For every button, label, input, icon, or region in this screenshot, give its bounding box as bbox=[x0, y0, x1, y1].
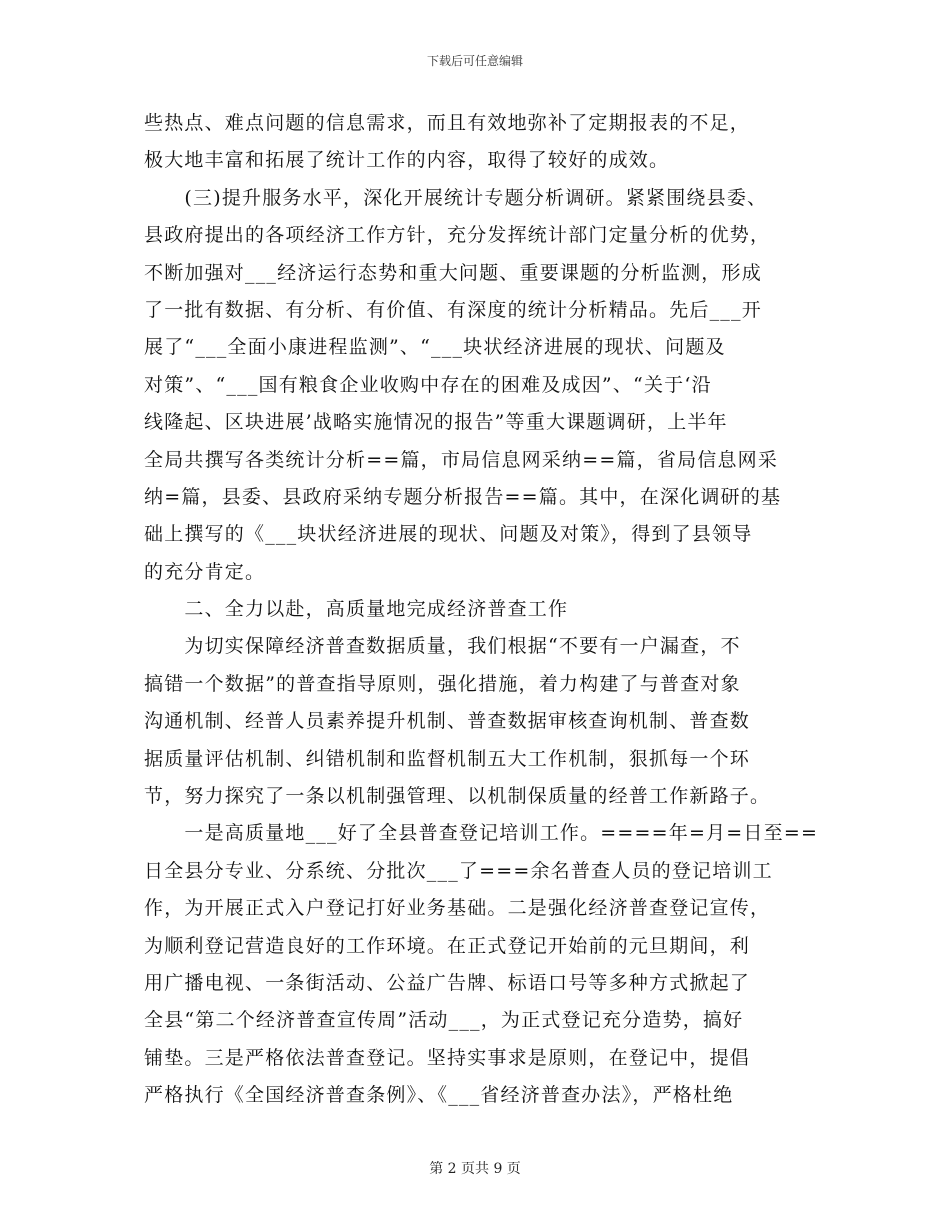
text-line: 极大地丰富和拓展了统计工作的内容，取得了较好的成效。 bbox=[144, 149, 670, 172]
text-line: 搞错一个数据”的普查指导原则，强化措施，着力构建了与普查对象 bbox=[144, 672, 741, 695]
page-header: 下载后可任意编辑 bbox=[426, 54, 523, 68]
text-line: 节，努力探究了一条以机制强管理、以机制保质量的经普工作新路子。 bbox=[144, 785, 771, 808]
text-line: 沟通机制、经普人员素养提升机制、普查数据审核查询机制、普查数 bbox=[144, 710, 751, 733]
page-footer: 第 2 页共 9 页 bbox=[429, 1161, 521, 1177]
text-line: 对策”、“___国有粮食企业收购中存在的困难及成因”、“关于‘沿 bbox=[144, 373, 712, 396]
text-line: (三)提升服务水平，深化开展统计专题分析调研。紧紧围绕县委、 bbox=[144, 186, 768, 209]
text-line: 用广播电视、一条街活动、公益广告牌、标语口号等多种方式掀起了 bbox=[144, 971, 751, 994]
text-line: 作，为开展正式入户登记打好业务基础。二是强化经济普查登记宣传， bbox=[144, 897, 771, 920]
text-line: 的充分肯定。 bbox=[144, 560, 266, 583]
text-line: 全局共撰写各类统计分析==篇，市局信息网采纳==篇，省局信息网采 bbox=[144, 448, 779, 471]
text-line: 铺垫。三是严格依法普查登记。坚持实事求是原则，在登记中，提倡 bbox=[144, 1046, 751, 1069]
text-line: 为顺利登记营造良好的工作环境。在正式登记开始前的元旦期间，利 bbox=[144, 934, 751, 957]
text-line: 纳=篇，县委、县政府采纳专题分析报告==篇。其中，在深化调研的基 bbox=[144, 485, 782, 508]
text-line: 线隆起、区块进展’战略实施情况的报告”等重大课题调研，上半年 bbox=[144, 411, 728, 434]
text-line: 据质量评估机制、纠错机制和监督机制五大工作机制，狠抓每一个环 bbox=[144, 747, 751, 770]
text-line: 日全县分专业、分系统、分批次___了===余名普查人员的登记培训工 bbox=[144, 859, 773, 882]
text-line: 不断加强对___经济运行态势和重大问题、重要课题的分析监测，形成 bbox=[144, 261, 762, 284]
text-line: 严格执行《全国经济普查条例》、《___省经济普查办法》，严格杜绝 bbox=[144, 1084, 734, 1107]
text-line: 为切实保障经济普查数据质量，我们根据“不要有一户漏查，不 bbox=[144, 635, 741, 658]
text-line: 展了“___全面小康进程监测”、“___块状经济进展的现状、问题及 bbox=[144, 336, 726, 359]
text-line: 些热点、难点问题的信息需求，而且有效地弥补了定期报表的不足， bbox=[144, 112, 751, 134]
text-line: 础上撰写的《___块状经济进展的现状、问题及对策》，得到了县领导 bbox=[144, 523, 753, 546]
text-line: 全县“第二个经济普查宣传周”活动___，为正式登记充分造势，搞好 bbox=[144, 1009, 744, 1032]
document-body bbox=[144, 105, 819, 1115]
section-heading: 二、全力以赴，高质量地完成经济普查工作 bbox=[144, 598, 569, 621]
text-line: 县政府提出的各项经济工作方针，充分发挥统计部门定量分析的优势， bbox=[144, 224, 771, 247]
text-line: 一是高质量地___好了全县普查登记培训工作。====年=月=日至== bbox=[144, 822, 819, 845]
text-line: 了一批有数据、有分析、有价值、有深度的统计分析精品。先后___开 bbox=[144, 298, 762, 321]
